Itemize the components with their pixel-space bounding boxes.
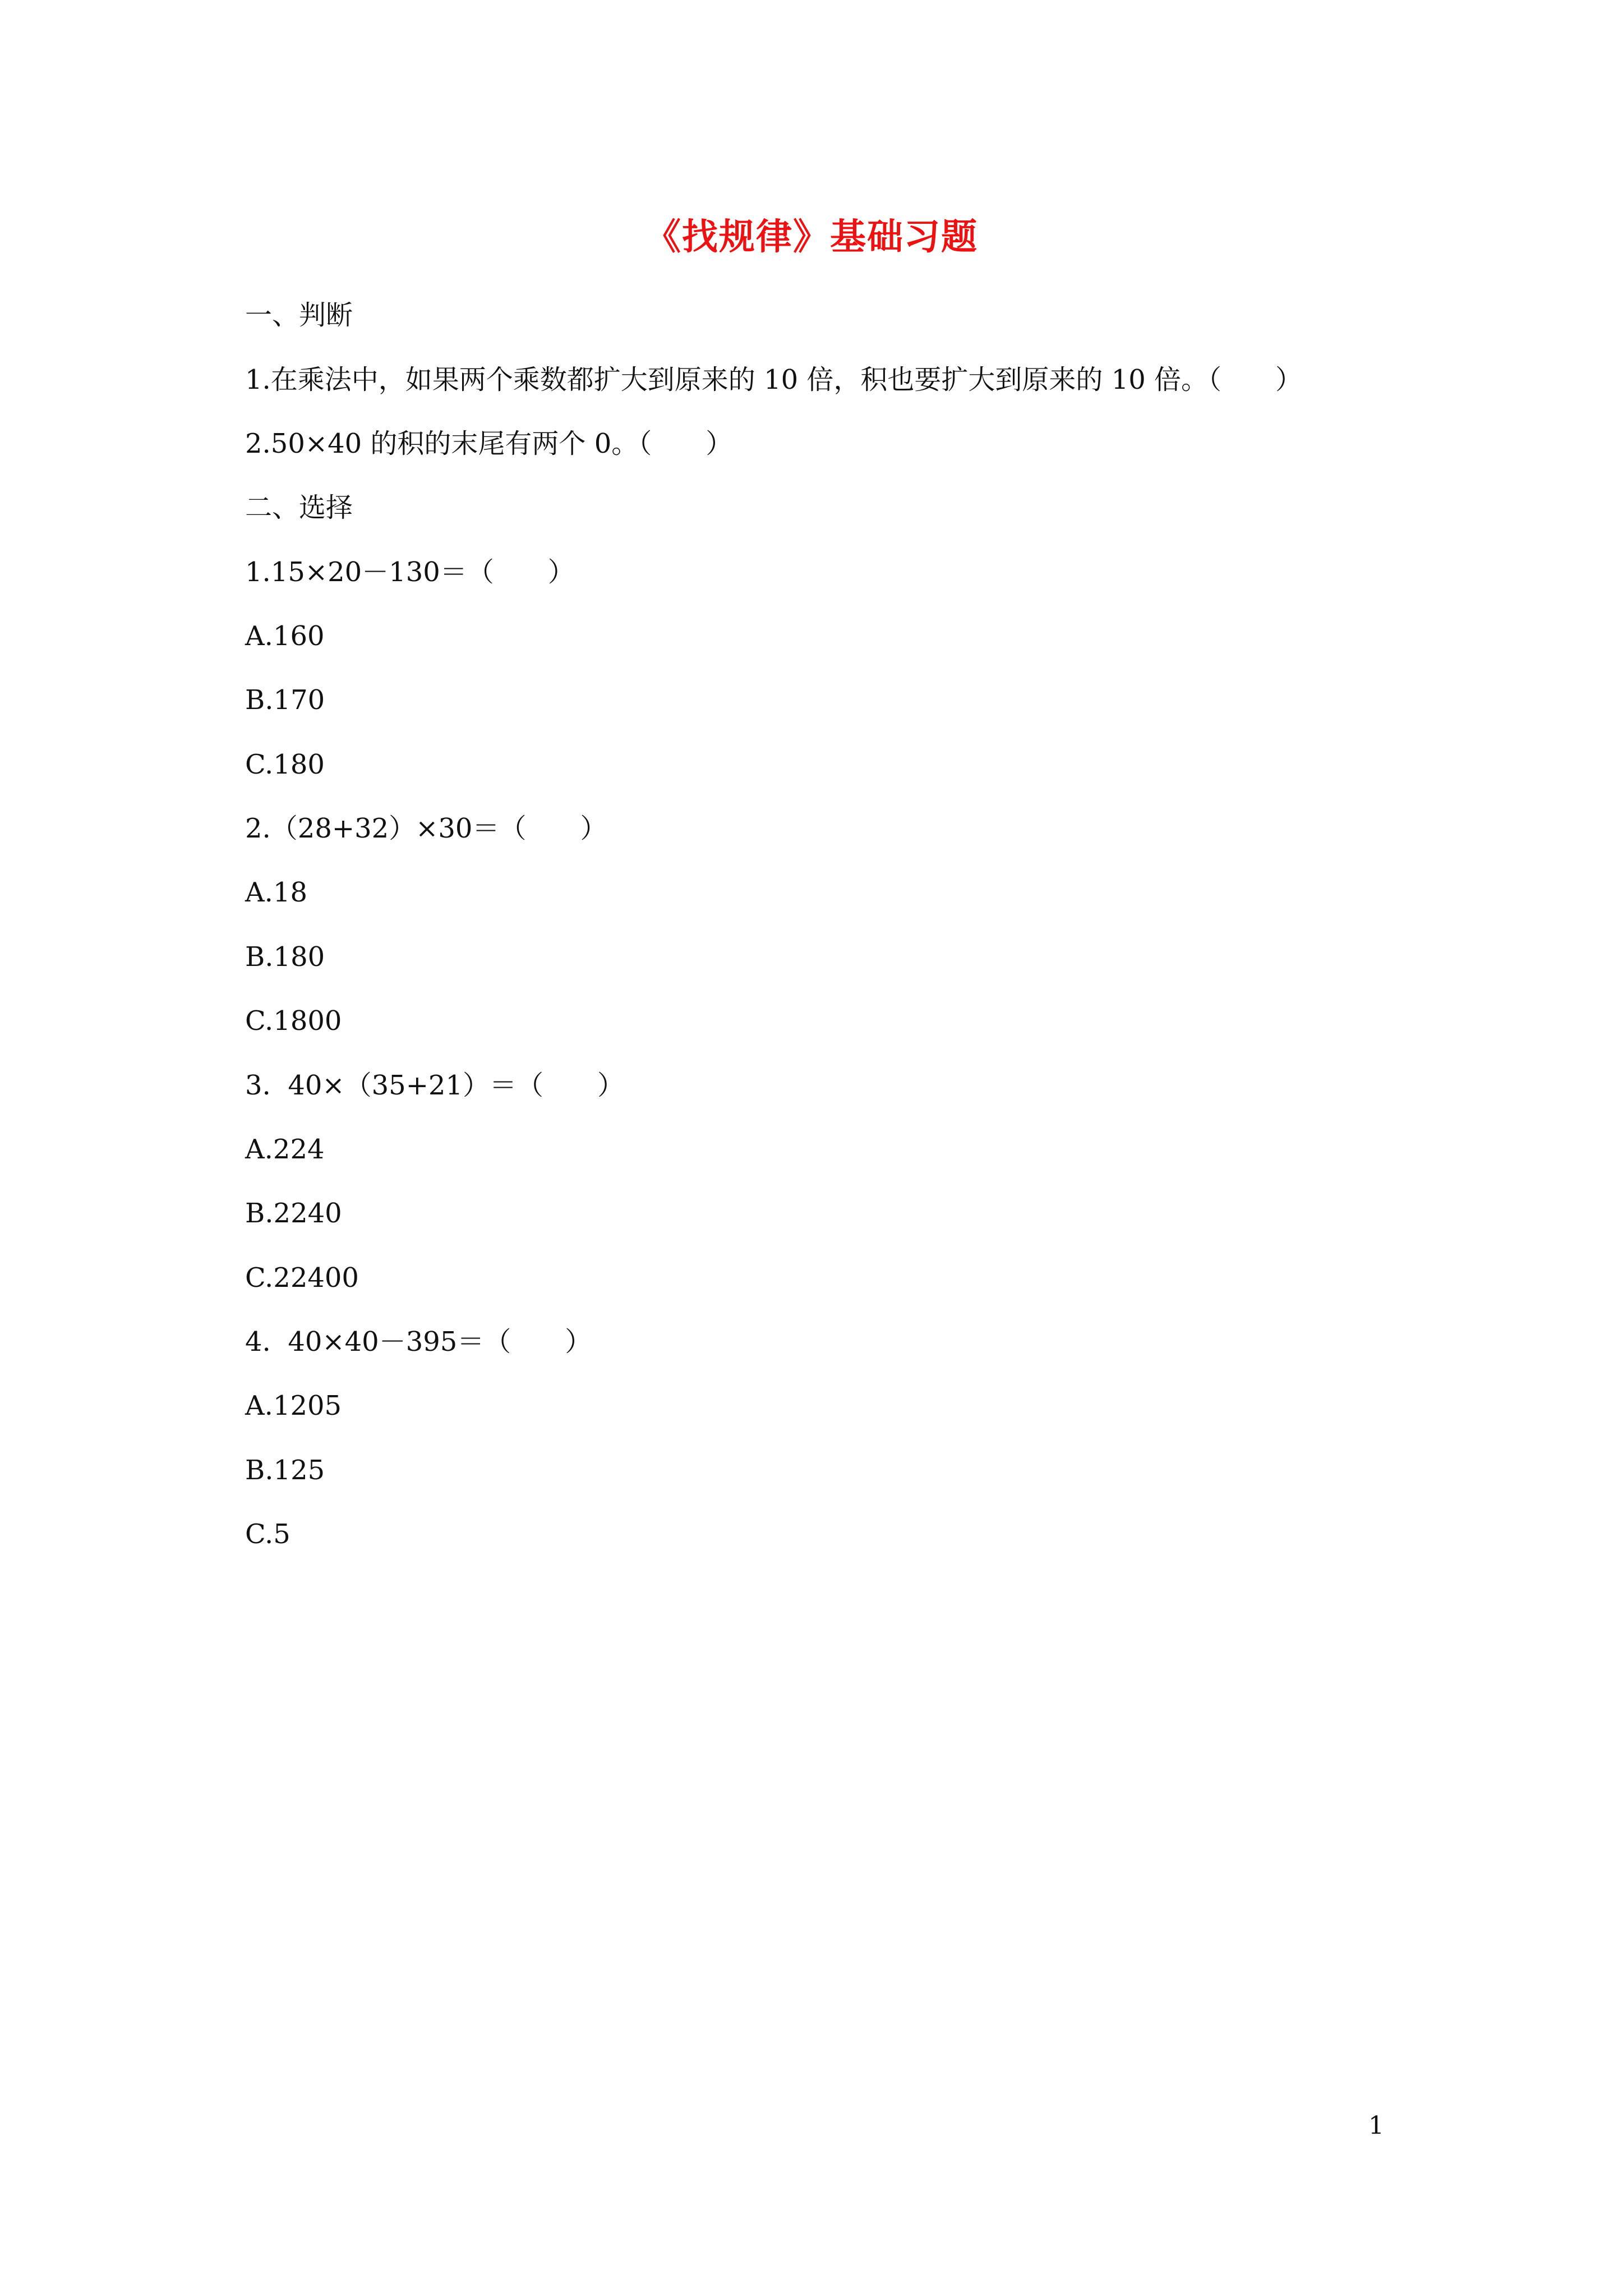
choice-question-2-option-b: B.180 xyxy=(245,941,325,973)
choice-question-2-option-c: C.1800 xyxy=(245,1005,342,1037)
choice-question-2-stem: 2.（28+32）×30＝（ ） xyxy=(245,813,607,844)
choice-question-4-option-b: B.125 xyxy=(245,1455,325,1486)
choice-question-1-option-b: B.170 xyxy=(245,684,325,716)
choice-question-1-stem: 1.15×20－130＝（ ） xyxy=(245,556,575,588)
choice-question-3-stem: 3. 40×（35+21）＝（ ） xyxy=(245,1070,624,1101)
judge-question-1: 1.在乘法中，如果两个乘数都扩大到原来的 10 倍，积也要扩大到原来的 10 倍。（ ） xyxy=(245,364,1302,395)
choice-question-1-option-a: A.160 xyxy=(245,620,325,652)
document-title: 《找规律》基础习题 xyxy=(645,216,978,258)
choice-question-4-option-c: C.5 xyxy=(245,1519,291,1550)
section-heading-judge: 一、判断 xyxy=(245,300,353,331)
choice-question-3-option-a: A.224 xyxy=(245,1134,325,1165)
choice-question-3-option-c: C.22400 xyxy=(245,1262,359,1294)
choice-question-3-option-b: B.2240 xyxy=(245,1198,342,1229)
choice-question-4-option-a: A.1205 xyxy=(245,1390,342,1421)
page-number: 1 xyxy=(1368,2111,1384,2140)
choice-question-1-option-c: C.180 xyxy=(245,749,325,780)
choice-question-2-option-a: A.18 xyxy=(245,877,307,908)
section-heading-choice: 二、选择 xyxy=(245,492,353,523)
judge-question-2: 2.50×40 的积的末尾有两个 0。（ ） xyxy=(245,428,733,459)
choice-question-4-stem: 4. 40×40－395＝（ ） xyxy=(245,1326,592,1358)
